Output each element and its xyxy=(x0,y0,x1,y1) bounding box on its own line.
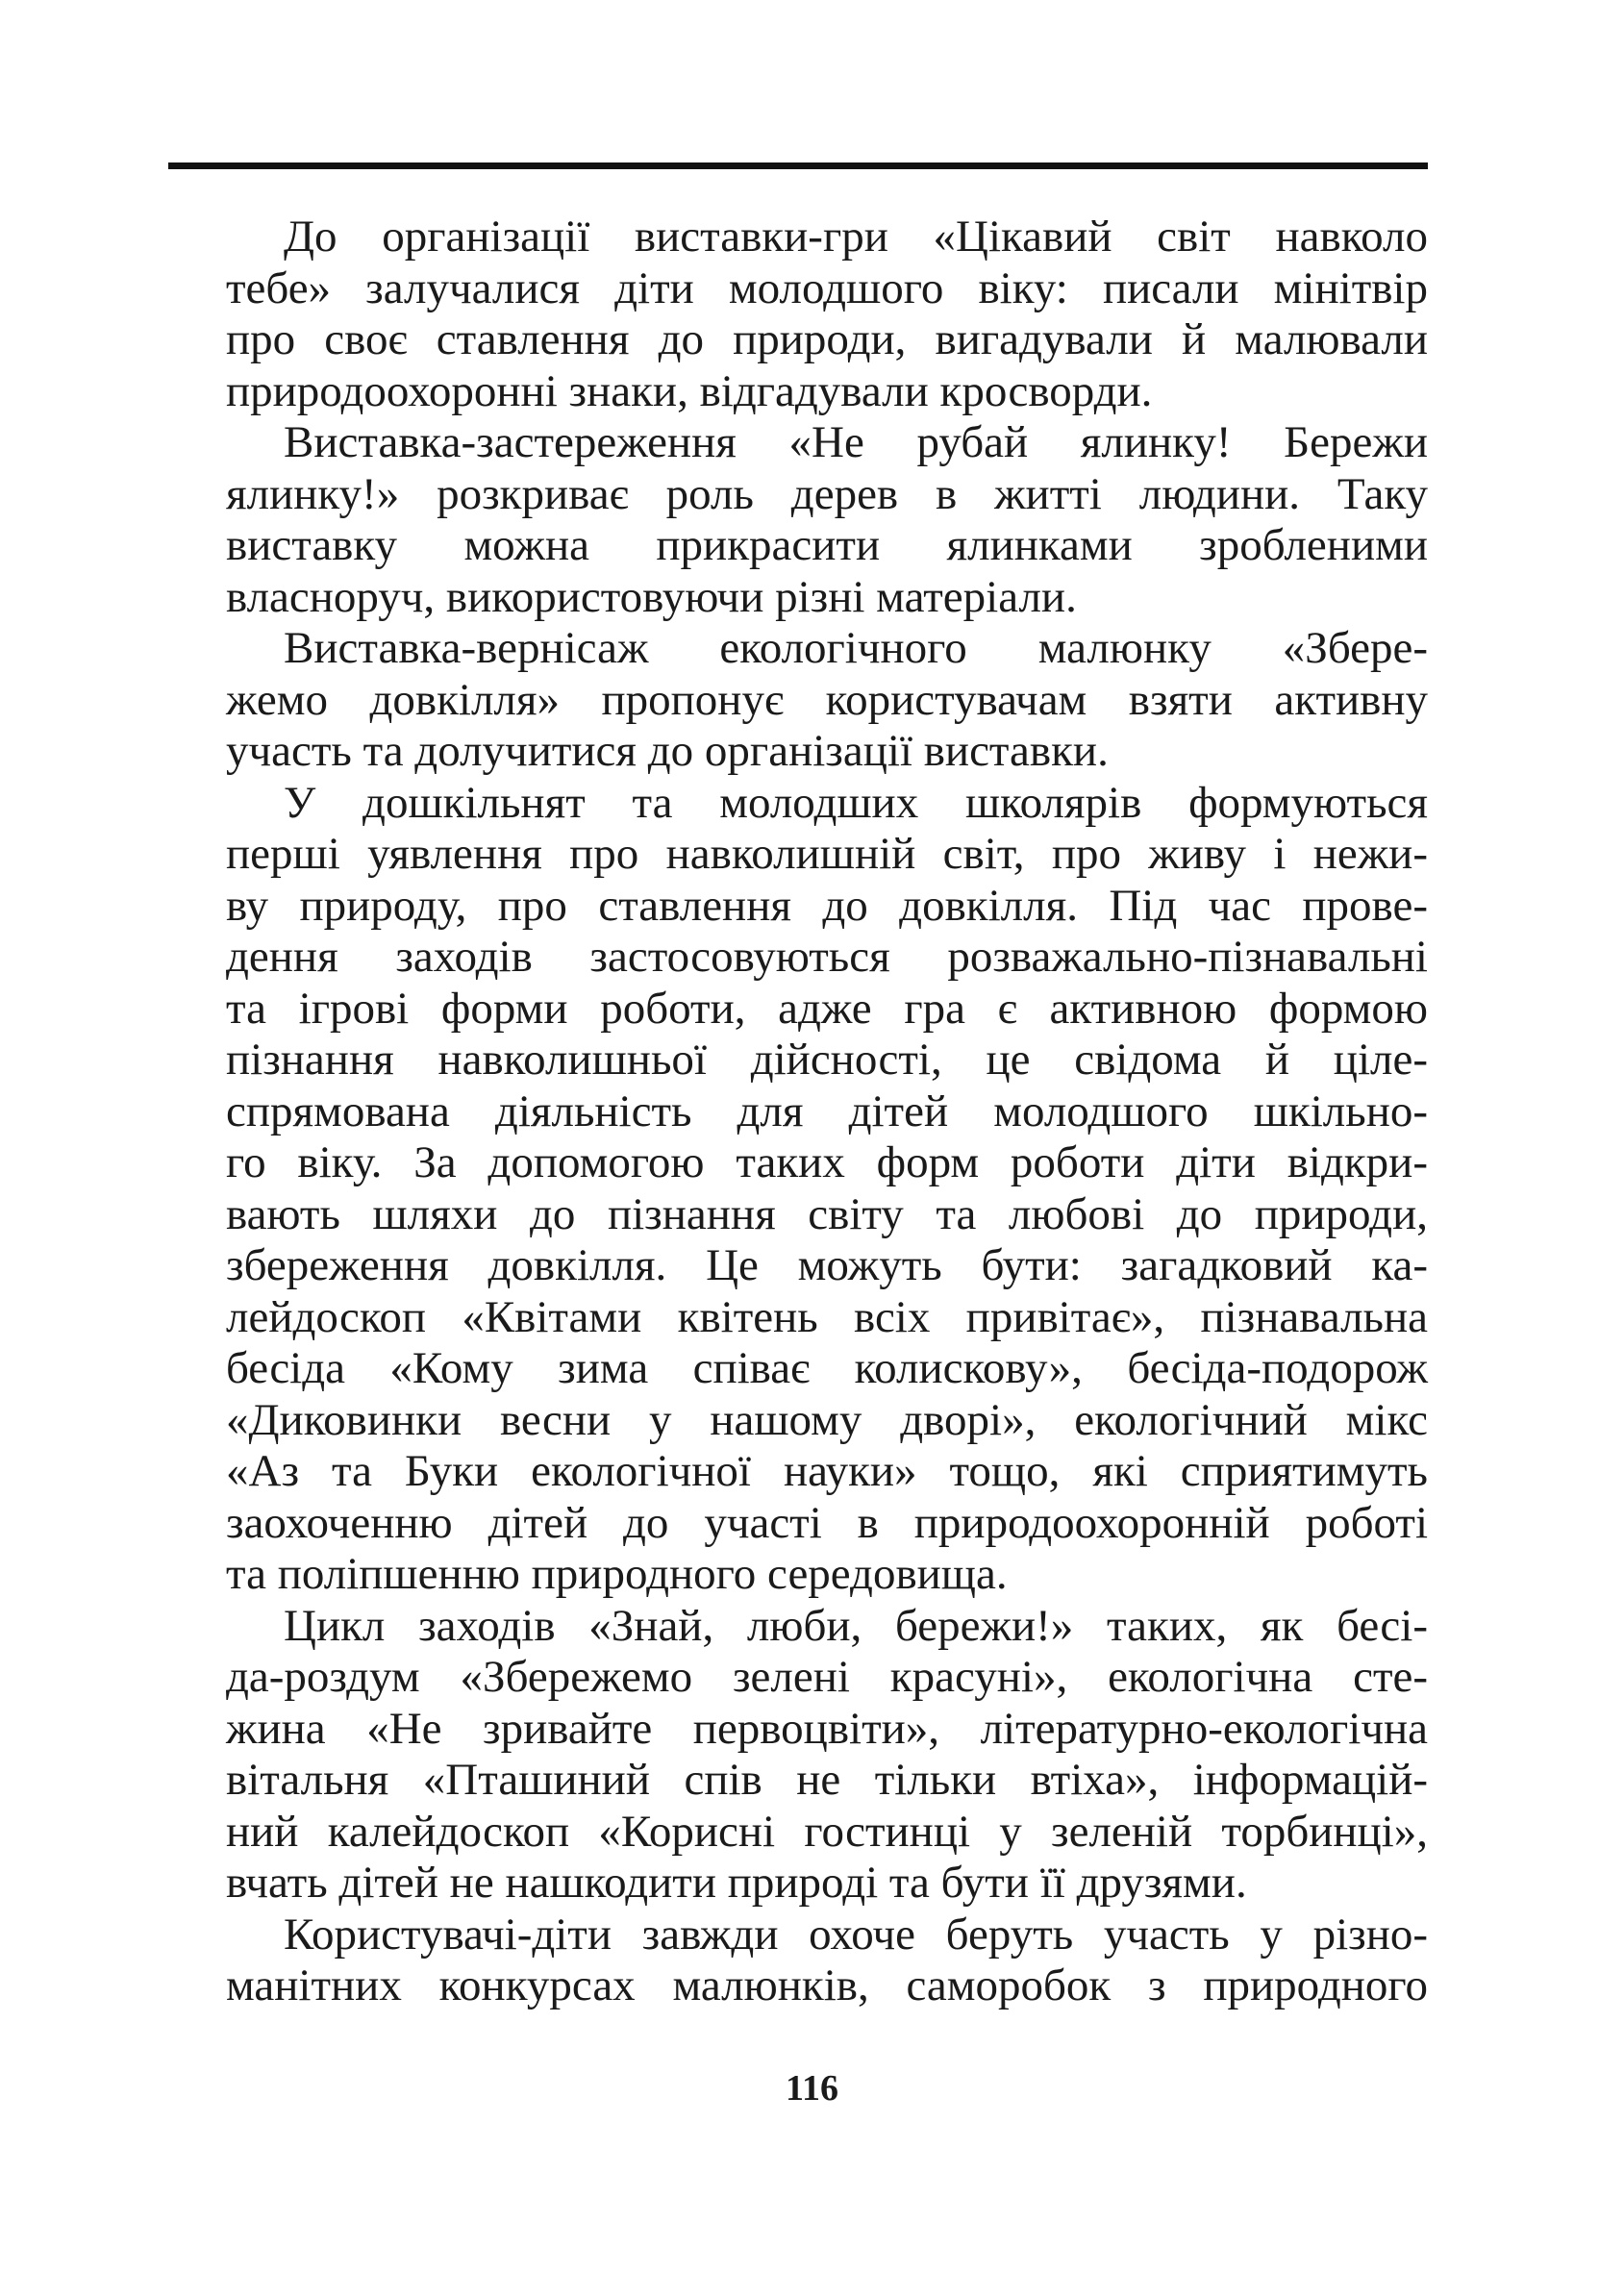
text-line: До організації виставки-гри «Цікавий світ навколо xyxy=(284,212,1428,262)
text-line: заохоченню дітей до участі в природоохоронній роботі xyxy=(226,1497,1428,1548)
text-line: ялинку!» розкриває роль дерев в житті людини. Таку xyxy=(226,468,1428,519)
text-line: та поліпшенню природного середовища. xyxy=(226,1549,1008,1599)
text-line: вчать дітей не нашкодити природі та бути її друзями. xyxy=(226,1858,1247,1908)
text-line: ний калейдоскоп «Корисні гостинці у зеленій торбинці», xyxy=(226,1806,1428,1857)
text-line: жемо довкілля» пропонує користувачам взяти активну xyxy=(226,674,1428,725)
text-line: дення заходів застосовуються розважально-пізнавальні xyxy=(226,932,1428,982)
text-line: да-роздум «Збережемо зелені красуні», екологічна сте- xyxy=(226,1652,1428,1702)
text-line: Цикл заходів «Знай, люби, бережи!» таких, як бесі- xyxy=(284,1600,1428,1651)
text-line: пізнання навколишньої дійсності, це свідома й ціле- xyxy=(226,1035,1428,1085)
text-line: Виставка-застереження «Не рубай ялинку! Бережи xyxy=(284,417,1428,467)
paragraph xyxy=(168,623,1428,778)
text-line: Користувачі-діти завжди охоче беруть участь у різно- xyxy=(284,1909,1428,1960)
paragraph xyxy=(168,1601,1428,1910)
paragraph xyxy=(168,212,1428,417)
text-line: природоохоронні знаки, відгадували кросворди. xyxy=(226,365,1153,416)
text-line: спрямована діяльність для дітей молодшого шкільно- xyxy=(226,1086,1428,1136)
text-line: Виставка-вернісаж екологічного малюнку «Збере- xyxy=(284,623,1428,673)
text-line: «Диковинки весни у нашому дворі», екологічний мікс xyxy=(226,1394,1428,1445)
text-line: ву природу, про ставлення до довкілля. Під час прове- xyxy=(226,880,1428,931)
text-line: збереження довкілля. Це можуть бути: загадковий ка- xyxy=(226,1240,1428,1290)
text-line: жина «Не зривайте первоцвіти», літературно-екологічна xyxy=(226,1703,1428,1754)
text-line: го віку. За допомогою таких форм роботи діти відкри- xyxy=(226,1137,1428,1187)
text-line: про своє ставлення до природи, вигадували й малювали xyxy=(226,314,1428,364)
paragraph xyxy=(168,1910,1428,2012)
text-line: У дошкільнят та молодших школярів формуються xyxy=(284,777,1428,828)
text-line: тебе» залучалися діти молодшого віку: писали мінітвір xyxy=(226,262,1428,313)
text-line: перші уявлення про навколишній світ, про живу і нежи- xyxy=(226,829,1428,879)
text-line: власноруч, використовуючи різні матеріали. xyxy=(226,571,1077,622)
page-number: 116 xyxy=(786,2068,838,2109)
text-line: лейдоскоп «Квітами квітень всіх привітає», пізнавальна xyxy=(226,1291,1428,1342)
page-body xyxy=(168,212,1428,2012)
text-line: манітних конкурсах малюнків, саморобок з природного xyxy=(226,1960,1428,2010)
text-line: виставку можна прикрасити ялинками зробленими xyxy=(226,520,1428,570)
text-line: «Аз та Буки екологічної науки» тощо, які сприятимуть xyxy=(226,1446,1428,1496)
paragraph xyxy=(168,778,1428,1601)
text-line: вітальня «Пташиний спів не тільки втіха», інформацій- xyxy=(226,1755,1428,1805)
text-line: та ігрові форми роботи, адже гра є активною формою xyxy=(226,983,1428,1034)
header-rule xyxy=(168,162,1428,169)
text-line: вають шляхи до пізнання світу та любові до природи, xyxy=(226,1188,1428,1239)
paragraph xyxy=(168,417,1428,623)
text-line: бесіда «Кому зима співає колискову», бесіда-подорож xyxy=(226,1343,1428,1393)
text-line: участь та долучитися до організації виставки. xyxy=(226,726,1109,776)
